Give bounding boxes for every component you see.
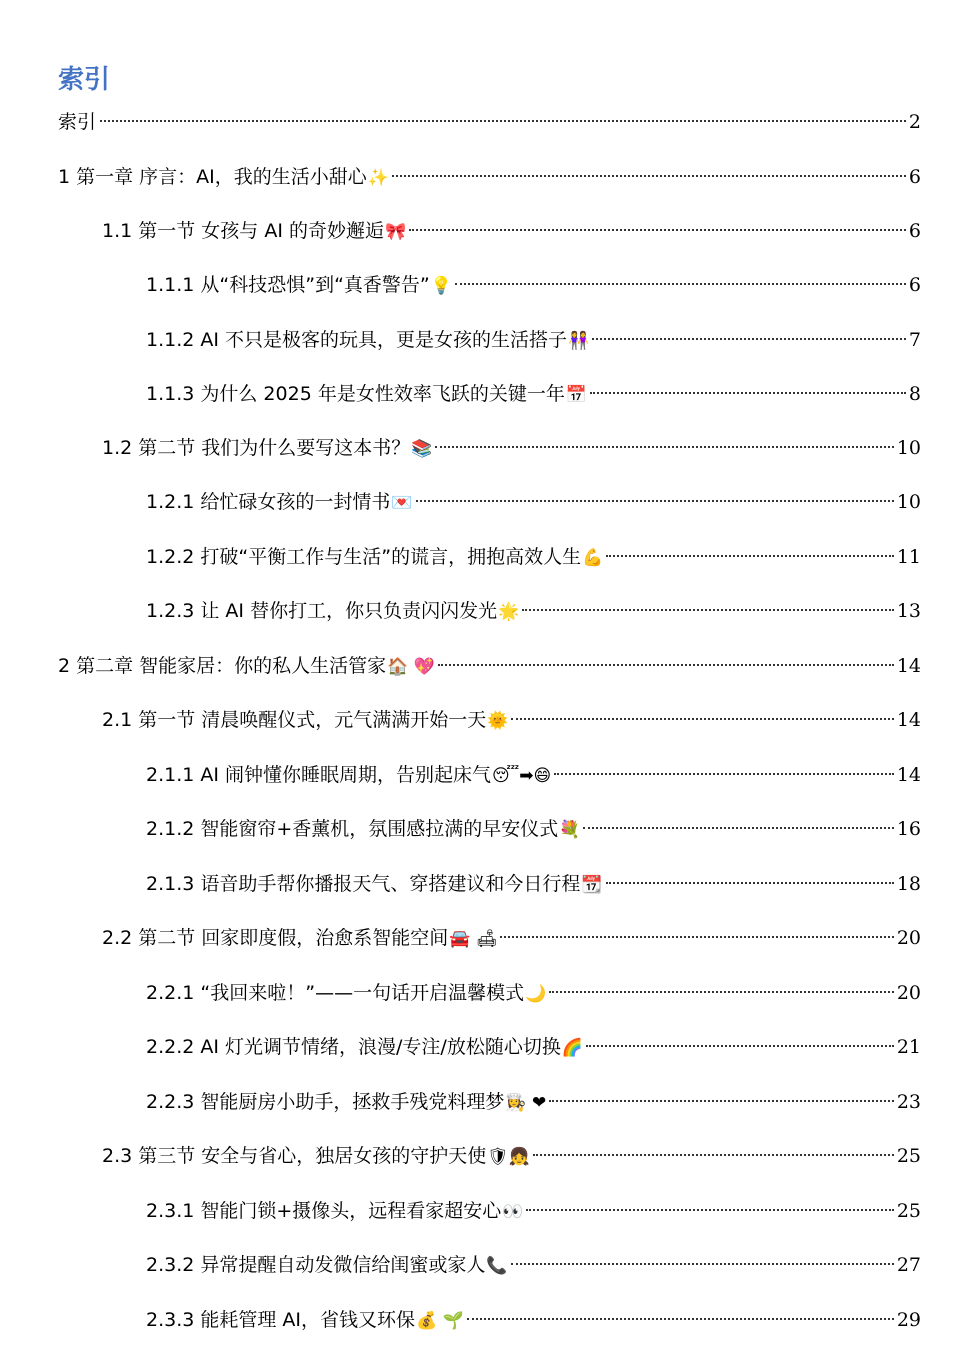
sun-icon: 🌞	[487, 711, 509, 731]
calendar-icon: 📅	[565, 385, 587, 405]
light-bulb-icon: 💡	[430, 276, 452, 296]
toc-entry-1-1-2[interactable]	[146, 325, 921, 355]
dot-leader	[500, 936, 893, 938]
toc-entry-page: 14	[896, 655, 921, 677]
toc-entry-2-3-1[interactable]	[146, 1196, 921, 1226]
toc-entry-page: 20	[896, 927, 921, 949]
toc-entry-label: 1.2.2 打破“平衡工作与生活”的谎言，拥抱高效人生	[146, 546, 582, 568]
toc-entry-chapter-2[interactable]	[58, 651, 921, 681]
toc-entry-2-1-3[interactable]	[146, 869, 921, 899]
toc-entry-label: 2.2.2 AI 灯光调节情绪，浪漫/专注/放松随心切换	[146, 1036, 561, 1058]
toc-entry-2-2[interactable]	[102, 923, 921, 953]
toc-entry-page: 8	[908, 383, 921, 405]
rainbow-icon: 🌈	[561, 1038, 584, 1058]
calendar-icon: 📆	[581, 875, 603, 895]
house-heart-icon: 🏠 💖	[387, 657, 435, 677]
toc-entry-page: 10	[896, 437, 921, 459]
toc-entry-page: 6	[908, 274, 921, 296]
toc-entry-2-3-2[interactable]	[146, 1250, 921, 1280]
toc-entry-page: 25	[896, 1145, 921, 1167]
toc-entry-page: 6	[908, 220, 921, 242]
toc-entry-label: 1.1 第一节 女孩与 AI 的奇妙邂逅	[102, 220, 384, 242]
toc-entry-page: 20	[896, 982, 921, 1004]
toc-entry-label: 2.2.3 智能厨房小助手，拯救手残党料理梦	[146, 1091, 505, 1113]
two-women-icon: 👭	[568, 331, 590, 351]
sparkles-icon: ✨	[367, 168, 389, 188]
dot-leader	[554, 773, 894, 775]
toc-entry-label: 1.2.1 给忙碌女孩的一封情书	[146, 491, 391, 513]
dot-leader	[549, 1100, 894, 1102]
toc-entry-2-1[interactable]	[102, 705, 921, 735]
dot-leader	[455, 283, 906, 285]
dot-leader	[100, 120, 906, 122]
toc-entry-label: 索引	[58, 111, 97, 133]
flexed-biceps-icon: 💪	[582, 548, 604, 568]
toc-entry-1-2-3[interactable]	[146, 596, 921, 626]
toc-entry-label: 2.1 第一节 清晨唤醒仪式，元气满满开始一天	[102, 709, 487, 731]
toc-entry-1-2-2[interactable]	[146, 542, 921, 572]
dot-leader	[526, 1209, 893, 1211]
toc-entry-page: 13	[896, 600, 921, 622]
dot-leader	[586, 1045, 894, 1047]
toc-entry-2-2-1[interactable]	[146, 978, 921, 1008]
toc-entry-2-1-2[interactable]	[146, 814, 921, 844]
toc-entry-label: 1.1.2 AI 不只是极客的玩具，更是女孩的生活搭子	[146, 329, 568, 351]
toc-entry-page: 27	[896, 1254, 921, 1276]
glowing-star-icon: 🌟	[498, 602, 520, 622]
ribbon-icon: 🎀	[384, 222, 407, 242]
toc-entry-page: 16	[896, 818, 921, 840]
toc-entry-page: 6	[908, 166, 921, 188]
dot-leader	[511, 1263, 894, 1265]
toc-entry-page: 10	[896, 491, 921, 513]
toc-entry-2-2-3[interactable]	[146, 1087, 921, 1117]
toc-entry-label: 1 第一章 序言：AI，我的生活小甜心	[58, 166, 367, 188]
toc-entry-index[interactable]	[58, 107, 921, 137]
cook-heart-icon: 👩‍🍳 ❤	[505, 1093, 547, 1113]
dot-leader	[606, 882, 894, 884]
page-title: 索引	[58, 65, 111, 95]
money-seedling-icon: 💰 🌱	[416, 1311, 464, 1331]
dot-leader	[606, 555, 894, 557]
toc-entry-2-1-1[interactable]	[146, 760, 921, 790]
toc-entry-label: 1.1.1 从“科技恐惧”到“真香警告”	[146, 274, 430, 296]
toc-entry-page: 14	[896, 764, 921, 786]
toc-entry-label: 2.3.3 能耗管理 AI，省钱又环保	[146, 1309, 416, 1331]
toc-entry-page: 21	[896, 1036, 921, 1058]
dot-leader	[435, 446, 893, 448]
toc-entry-1-2[interactable]	[102, 433, 921, 463]
toc-entry-label: 1.1.3 为什么 2025 年是女性效率飞跃的关键一年	[146, 383, 565, 405]
toc-entry-1-1[interactable]	[102, 216, 921, 246]
dot-leader	[549, 991, 894, 993]
books-icon: 📚	[411, 439, 433, 459]
toc-entry-label: 1.2 第二节 我们为什么要写这本书？	[102, 437, 411, 459]
shield-girl-icon: 🛡👧	[487, 1147, 531, 1167]
toc-entry-2-3[interactable]	[102, 1141, 921, 1171]
eyes-icon: 👀	[502, 1202, 524, 1222]
dot-leader	[416, 500, 894, 502]
toc-entry-2-2-2[interactable]	[146, 1032, 921, 1062]
toc-entry-page: 18	[896, 873, 921, 895]
car-sofa-icon: 🚘 🛋	[449, 929, 498, 949]
toc-entry-page: 7	[908, 329, 921, 351]
telephone-icon: 📞	[486, 1256, 508, 1276]
toc-entry-label: 2.3.2 异常提醒自动发微信给闺蜜或家人	[146, 1254, 486, 1276]
toc-entry-1-1-3[interactable]	[146, 379, 921, 409]
dot-leader	[392, 175, 906, 177]
toc-entry-2-3-3[interactable]	[146, 1305, 921, 1335]
toc-entry-page: 2	[908, 111, 921, 133]
toc-entry-1-2-1[interactable]	[146, 487, 921, 517]
dot-leader	[522, 609, 894, 611]
bouquet-icon: 💐	[559, 820, 581, 840]
toc-entry-page: 14	[896, 709, 921, 731]
toc-entry-label: 2.2 第二节 回家即度假，治愈系智能空间	[102, 927, 449, 949]
dot-leader	[438, 664, 894, 666]
toc-entry-label: 2.1.3 语音助手帮你播报天气、穿搭建议和今日行程	[146, 873, 581, 895]
dot-leader	[409, 229, 906, 231]
crescent-moon-icon: 🌙	[525, 984, 547, 1004]
toc-entry-page: 11	[896, 546, 921, 568]
toc-entry-page: 25	[896, 1200, 921, 1222]
toc-entry-label: 2.3.1 智能门锁+摄像头，远程看家超安心	[146, 1200, 502, 1222]
toc-entry-1-1-1[interactable]	[146, 270, 921, 300]
toc-entry-page: 23	[896, 1091, 921, 1113]
toc-entry-label: 2 第二章 智能家居：你的私人生活管家	[58, 655, 387, 677]
toc-entry-label: 1.2.3 让 AI 替你打工，你只负责闪闪发光	[146, 600, 498, 622]
dot-leader	[467, 1318, 894, 1320]
toc-entry-label: 2.1.1 AI 闹钟懂你睡眠周期，告别起床气	[146, 764, 492, 786]
dot-leader	[511, 718, 893, 720]
sleepy-to-smile-icon: 😴➡😄	[492, 766, 552, 786]
toc-entry-label: 2.2.1 “我回来啦！”——一句话开启温馨模式	[146, 982, 525, 1004]
toc-entry-page: 29	[896, 1309, 921, 1331]
dot-leader	[592, 338, 906, 340]
toc-entry-label: 2.1.2 智能窗帘+香薰机，氛围感拉满的早安仪式	[146, 818, 559, 840]
dot-leader	[533, 1154, 894, 1156]
love-letter-icon: 💌	[391, 493, 413, 513]
toc-entry-label: 2.3 第三节 安全与省心，独居女孩的守护天使	[102, 1145, 487, 1167]
dot-leader	[583, 827, 893, 829]
toc-entry-chapter-1[interactable]	[58, 162, 921, 192]
dot-leader	[590, 392, 906, 394]
